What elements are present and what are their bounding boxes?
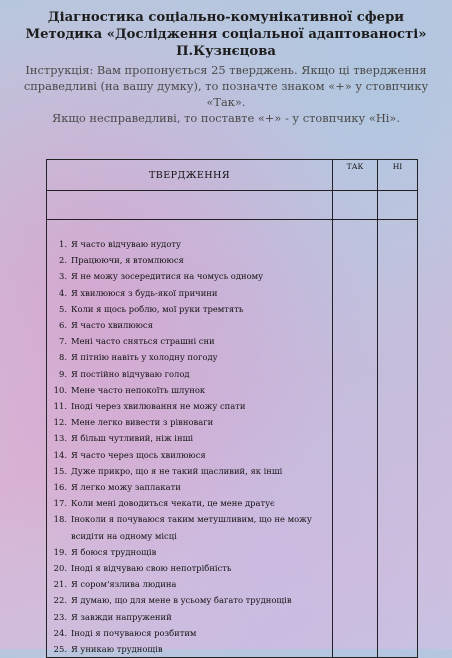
item-number: 16. <box>53 482 67 493</box>
list-item <box>47 479 332 495</box>
item-text: Я часто хвилююся <box>71 320 153 331</box>
list-item <box>47 414 332 430</box>
spacer-cell <box>47 191 333 220</box>
list-item <box>47 333 332 349</box>
item-number: 10. <box>53 384 67 395</box>
item-number: 19. <box>53 546 67 557</box>
item-text: Я часто відчуваю нудоту <box>71 239 181 249</box>
item-text: Іноколи я почуваюся таким метушливим, що не можу всидіти на одному місці <box>71 514 312 541</box>
list-item <box>47 236 332 252</box>
item-text: Я пітнію навіть у холодну погоду <box>71 352 218 363</box>
list-item <box>47 544 332 560</box>
item-text: Я хвилююся з будь-якої причини <box>71 287 218 298</box>
list-item <box>47 430 332 446</box>
header-statement: ТВЕРДЖЕННЯ <box>47 160 333 191</box>
item-text: Мене легко вивести з рівноваги <box>71 417 214 428</box>
list-item <box>47 609 332 625</box>
list-item <box>47 382 332 398</box>
spacer-cell <box>333 191 378 220</box>
item-number: 7. <box>59 336 67 347</box>
item-number: 4. <box>59 287 67 298</box>
yes-column-cell[interactable] <box>333 220 378 658</box>
list-item <box>47 495 332 511</box>
item-number: 8. <box>59 352 67 363</box>
item-text: Я більш чутливий, ніж інші <box>71 433 194 444</box>
item-text: Я постійно відчуваю голод <box>71 368 190 379</box>
instruction-line-3: Якщо несправедливі, то поставте «+» - у стовпчику «Ні». <box>52 111 400 125</box>
item-number: 15. <box>53 465 67 476</box>
item-number: 12. <box>53 417 67 428</box>
table-items-row <box>47 220 418 658</box>
list-item <box>47 511 332 543</box>
list-item <box>47 447 332 463</box>
item-text: Коли я щось роблю, мої руки тремтять <box>71 303 244 314</box>
item-number: 2. <box>59 255 67 266</box>
instruction-line-1: Інструкція: Вам пропонується 25 тверджень. Якщо ці твердження <box>25 63 427 77</box>
item-number: 13. <box>53 433 67 444</box>
statements-cell <box>47 220 333 658</box>
list-item <box>47 560 332 576</box>
spacer-cell <box>378 191 418 220</box>
item-text: Коли мені доводиться чекати, це мене дратує <box>71 498 275 509</box>
item-number: 18. <box>53 514 67 525</box>
item-text: Я не можу зосередитися на чомусь одному <box>71 271 264 282</box>
item-number: 3. <box>59 271 67 282</box>
list-item <box>47 625 332 641</box>
item-text: Іноді я відчуваю свою непотрібність <box>71 563 232 574</box>
item-number: 25. <box>53 644 67 655</box>
item-number: 6. <box>59 320 67 331</box>
list-item <box>47 463 332 479</box>
item-text: Я завжди напружений <box>71 611 172 622</box>
item-number: 5. <box>59 303 67 314</box>
item-text: Я думаю, що для мене в усьому багато труднощів <box>71 595 292 606</box>
item-number: 24. <box>53 627 67 638</box>
table-spacer-row <box>47 191 418 220</box>
item-text: Іноді я почуваюся розбитим <box>71 627 197 638</box>
item-text: Я часто через щось хвилююся <box>71 449 206 460</box>
list-item <box>47 641 332 657</box>
item-number: 20. <box>53 563 67 574</box>
method-title: Методика «Дослідження соціальної адаптованості» <box>25 27 427 42</box>
list-item <box>47 366 332 382</box>
item-text: Я сором'язлива людина <box>71 579 177 590</box>
item-number: 1. <box>59 239 67 249</box>
item-text: Іноді через хвилювання не можу спати <box>71 401 246 412</box>
list-item <box>47 268 332 284</box>
item-number: 21. <box>53 579 67 590</box>
item-number: 17. <box>53 498 67 509</box>
list-item <box>47 592 332 608</box>
list-item <box>47 349 332 365</box>
list-item <box>47 576 332 592</box>
item-text: Дуже прикро, що я не такий щасливий, як інші <box>71 465 283 476</box>
item-text: Мене часто непокоїть шлунок <box>71 384 206 395</box>
statements-table <box>46 159 418 658</box>
statements-list <box>47 236 332 657</box>
header-yes: ТАК <box>333 160 378 191</box>
item-number: 14. <box>53 449 67 460</box>
item-text: Я легко можу заплакати <box>71 482 181 493</box>
list-item <box>47 252 332 268</box>
no-column-cell[interactable] <box>378 220 418 658</box>
item-text: Мені часто сняться страшні сни <box>71 336 215 347</box>
instruction <box>0 62 452 126</box>
document-title: Діагностика соціально-комунікативної сфери <box>47 10 405 25</box>
item-text: Я уникаю труднощів <box>71 644 163 655</box>
list-item <box>47 285 332 301</box>
item-number: 23. <box>53 611 67 622</box>
table-header-row <box>47 160 418 191</box>
item-number: 9. <box>59 368 67 379</box>
instruction-line-2: справедливі (на вашу думку), то позначте знаком «+» у стовпчику «Так». <box>23 79 429 109</box>
list-item <box>47 317 332 333</box>
item-text: Я боюся труднощів <box>71 546 157 557</box>
header-no: НІ <box>378 160 418 191</box>
list-item <box>47 301 332 317</box>
item-number: 22. <box>53 595 67 606</box>
item-text: Працюючи, я втомлююся <box>71 255 184 266</box>
item-number: 11. <box>53 401 67 412</box>
list-item <box>47 398 332 414</box>
author-name: П.Кузнєцова <box>176 44 276 59</box>
